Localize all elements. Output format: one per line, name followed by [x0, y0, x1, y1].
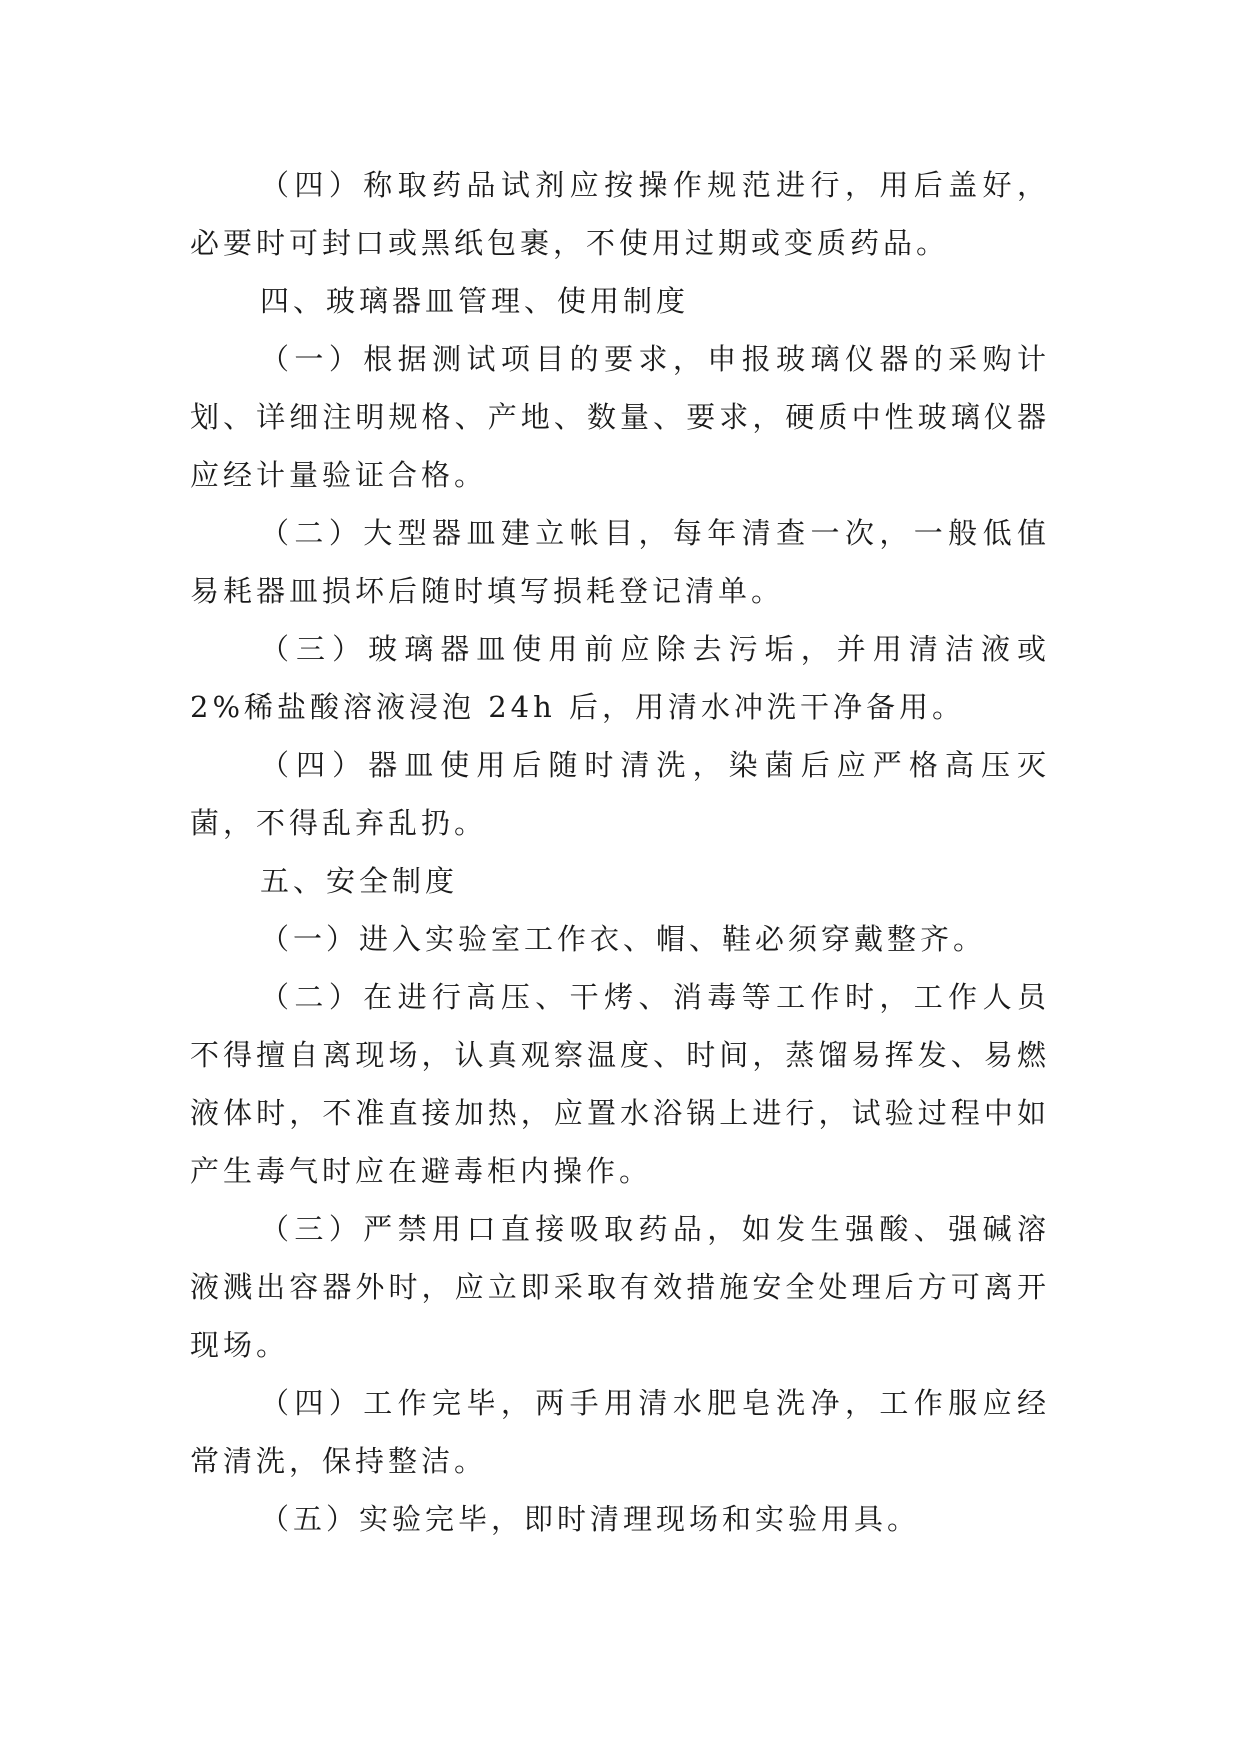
paragraph-glassware-after-use: （四）器皿使用后随时清洗，染菌后应严格高压灭菌，不得乱弃乱扔。: [190, 748, 1050, 840]
paragraph-safety-acid-alkali: （三）严禁用口直接吸取药品，如发生强酸、强碱溶液溅出容器外时，应立即采取有效措施安全处理后方可离开现场。: [190, 1212, 1050, 1362]
section-heading-safety: 五、安全制度: [260, 864, 459, 898]
document-body: [190, 156, 1050, 1548]
paragraph-safety-cleanup: （五）实验完毕，即时清理现场和实验用具。: [260, 1502, 921, 1536]
paragraph-glassware-ledger: （二）大型器皿建立帐目，每年清查一次，一般低值易耗器皿损坏后随时填写损耗登记清单。: [190, 516, 1050, 608]
paragraph-reagent-weighing: （四）称取药品试剂应按操作规范进行，用后盖好，必要时可封口或黑纸包裹，不使用过期或变质药品。: [190, 168, 1050, 260]
paragraph-safety-high-pressure: （二）在进行高压、干烤、消毒等工作时，工作人员不得擅自离现场，认真观察温度、时间，蒸馏易挥发、易燃液体时，不准直接加热，应置水浴锅上进行，试验过程中如产生毒气时应在避毒柜内操作。: [190, 980, 1050, 1188]
paragraph-safety-hand-washing: （四）工作完毕，两手用清水肥皂洗净，工作服应经常清洗，保持整洁。: [190, 1386, 1050, 1478]
section-heading-glassware: 四、玻璃器皿管理、使用制度: [260, 284, 690, 318]
paragraph-glassware-cleaning: （三）玻璃器皿使用前应除去污垢，并用清洁液或 2%稀盐酸溶液浸泡 24h 后，用清水冲洗干净备用。: [190, 632, 1050, 724]
paragraph-glassware-procurement: （一）根据测试项目的要求，申报玻璃仪器的采购计划、详细注明规格、产地、数量、要求，硬质中性玻璃仪器应经计量验证合格。: [190, 342, 1050, 492]
paragraph-safety-attire: （一）进入实验室工作衣、帽、鞋必须穿戴整齐。: [260, 922, 987, 956]
